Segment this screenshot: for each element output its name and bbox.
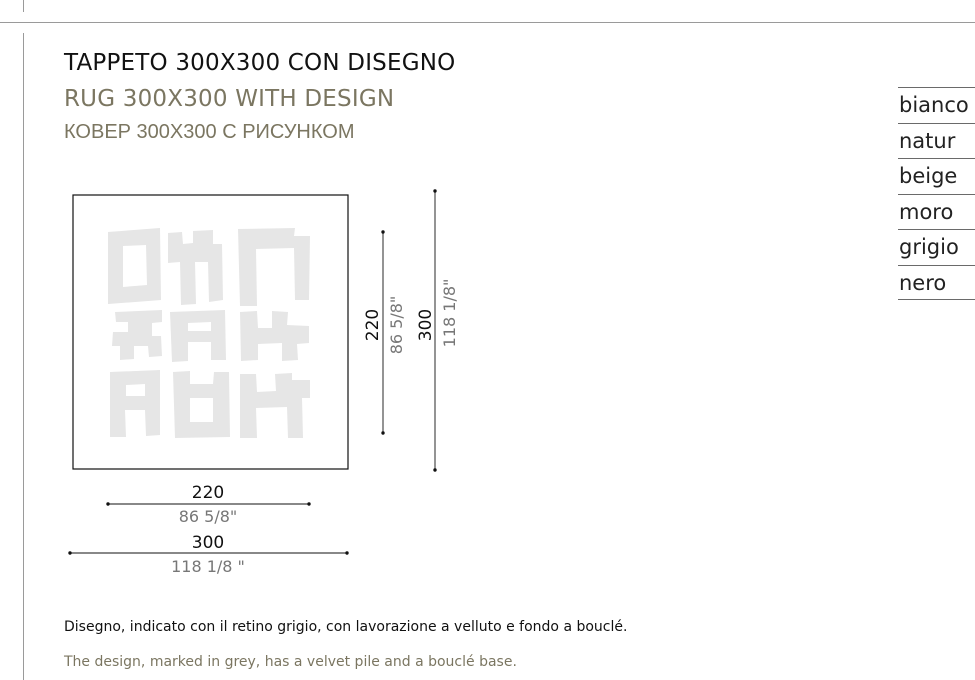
title-english: RUG 300X300 WITH DESIGN [64, 86, 395, 112]
dim-design-in-vertical: 86 5/8" [387, 295, 406, 355]
color-item-grigio[interactable]: grigio [898, 229, 975, 265]
dim-endpoint [68, 551, 71, 554]
dim-rug-cm-vertical: 300 [416, 308, 436, 342]
title-russian: КОВЕР 300X300 С РИСУНКОМ [64, 121, 355, 143]
note-english: The design, marked in grey, has a velvet pile and a bouclé base. [64, 654, 517, 670]
dim-endpoint [345, 551, 348, 554]
title-italian: TAPPETO 300X300 CON DISEGNO [64, 50, 456, 76]
dim-rug-in-horizontal: 118 1/8 " [171, 557, 245, 576]
dim-endpoint [307, 502, 310, 505]
color-item-natur[interactable]: natur [898, 123, 975, 159]
dim-design-in-horizontal: 86 5/8" [178, 507, 238, 526]
note-italian: Disegno, indicato con il retino grigio, con lavorazione a velluto e fondo a bouclé. [64, 619, 628, 635]
color-item-beige[interactable]: beige [898, 158, 975, 194]
dim-endpoint [433, 468, 436, 471]
dim-rug-in-vertical: 118 1/8" [440, 278, 459, 348]
dim-rug-cm-horizontal: 300 [191, 533, 225, 553]
color-item-bianco[interactable]: bianco [898, 87, 975, 123]
color-item-moro[interactable]: moro [898, 194, 975, 230]
dim-design-cm-vertical: 220 [363, 308, 383, 342]
dim-endpoint [433, 189, 436, 192]
dim-endpoint [381, 230, 384, 233]
color-item-nero[interactable]: nero [898, 265, 975, 301]
dim-design-cm-horizontal: 220 [191, 483, 225, 503]
dim-endpoint [381, 431, 384, 434]
dim-endpoint [106, 502, 109, 505]
